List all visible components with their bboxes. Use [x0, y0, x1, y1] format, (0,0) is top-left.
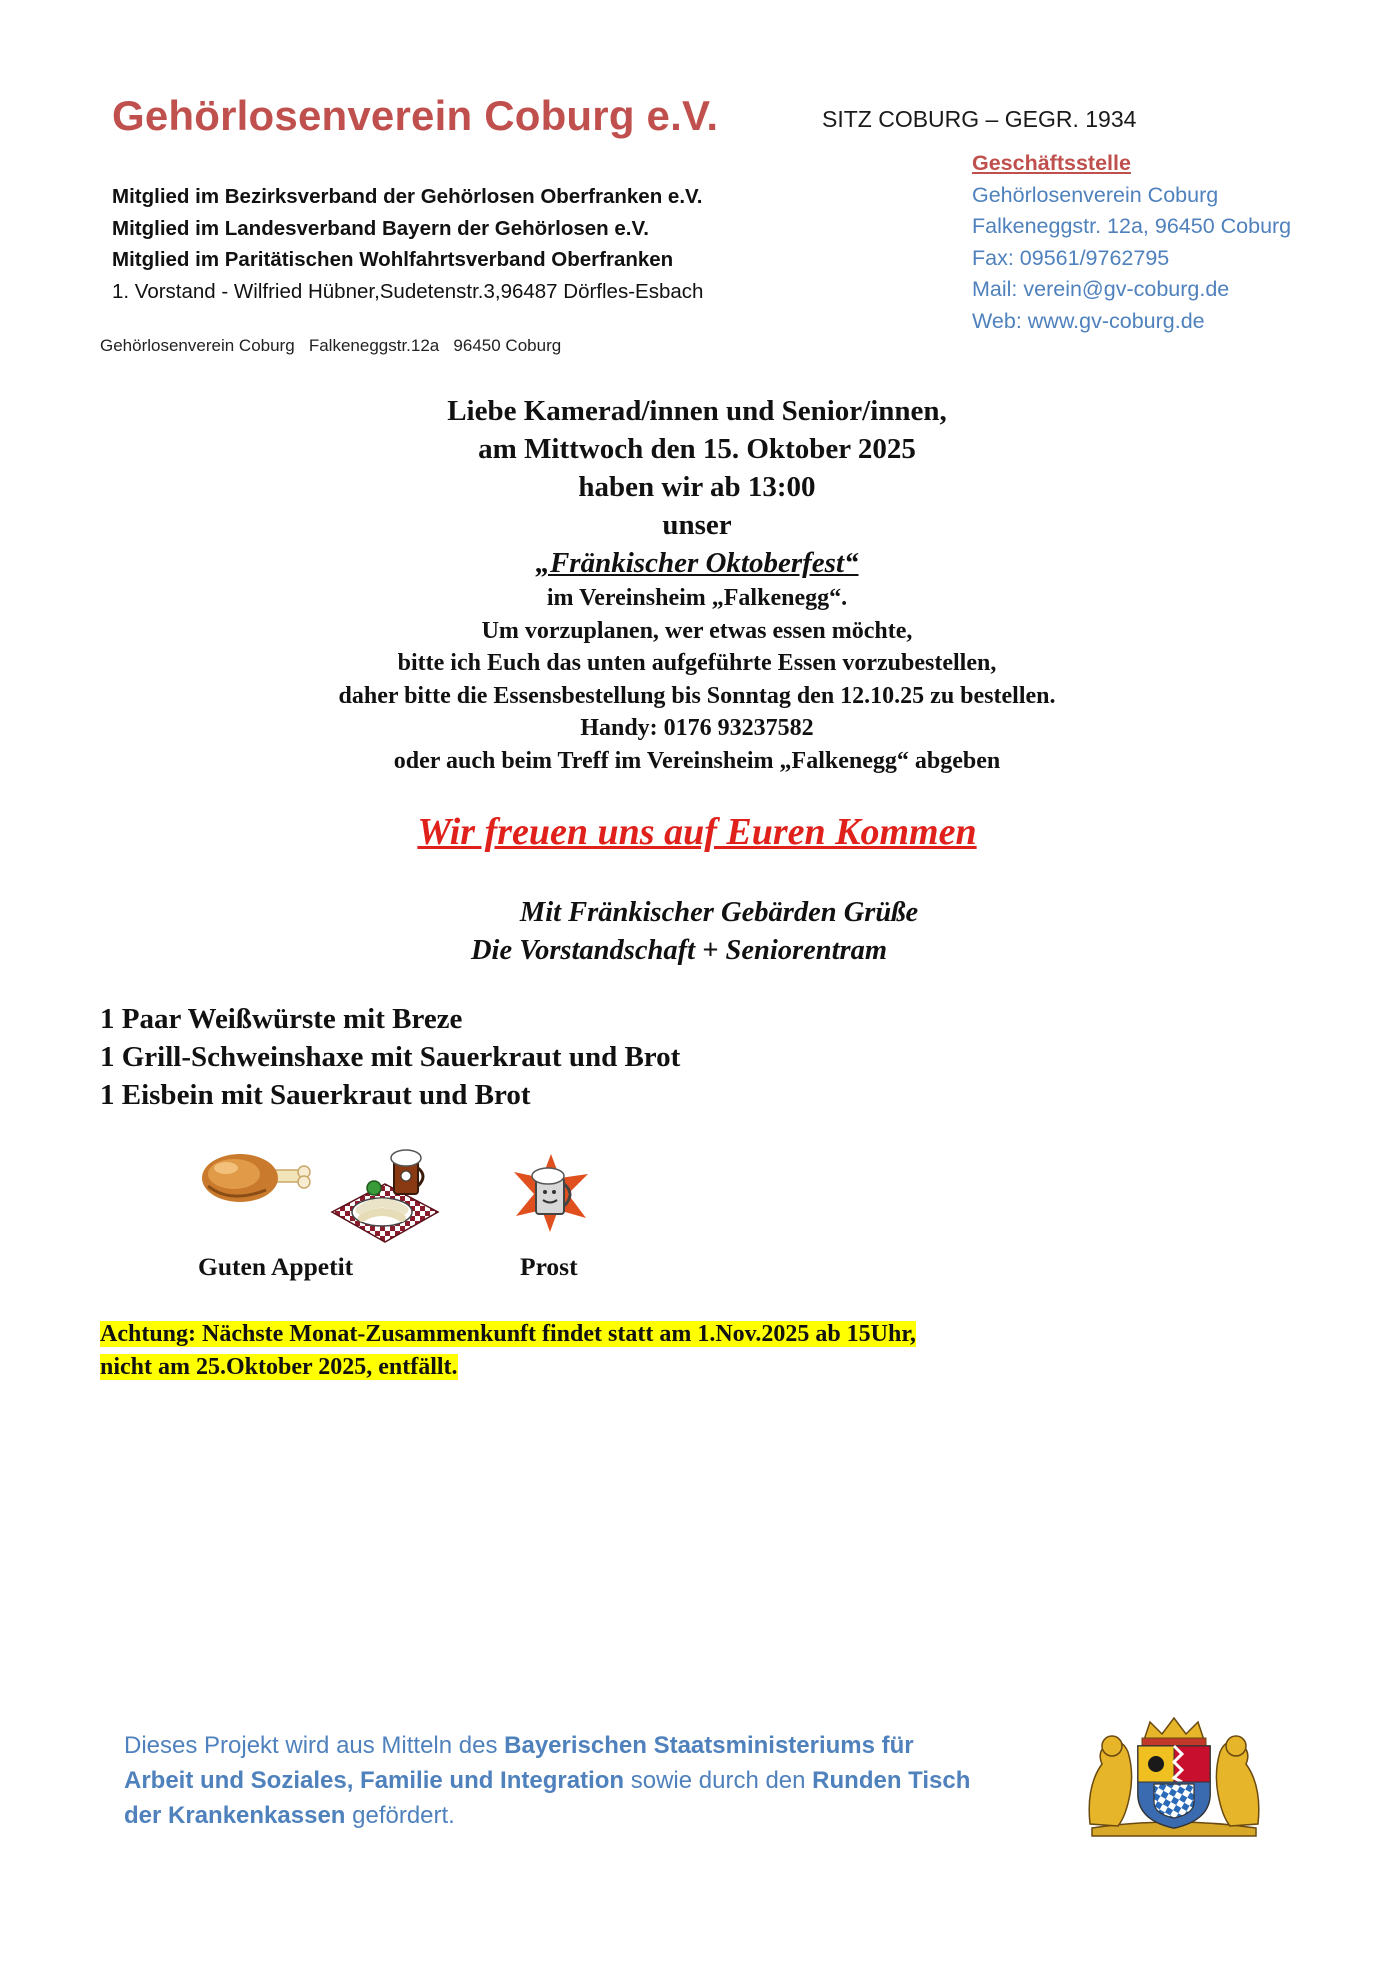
event-title: „Fränkischer Oktoberfest“	[535, 547, 859, 579]
office-name: Gehörlosenverein Coburg	[972, 182, 1219, 207]
beer-mug-icon	[510, 1152, 592, 1234]
invite-line: daher bitte die Essensbestellung bis Sonntag den 12.10.25 zu bestellen.	[338, 682, 1056, 709]
sitz-founded: SITZ COBURG – GEGR. 1934	[822, 106, 1137, 132]
funding-ministry: Bayerischen Staatsministeriums für Arbeit und Soziales, Familie und Integration	[124, 1732, 914, 1794]
greeting-line: Mit Fränkischer Gebärden Grüße	[519, 897, 919, 928]
caption-prost: Prost	[520, 1252, 578, 1281]
office-block	[972, 148, 1291, 337]
funding-text: gefördert.	[345, 1802, 455, 1829]
event-venue: im Vereinsheim „Falkenegg“.	[546, 585, 848, 611]
invitation-block	[150, 392, 1244, 777]
invite-line: Um vorzuplanen, wer etwas essen möchte,	[481, 617, 913, 644]
office-mail: Mail: verein@gv-coburg.de	[972, 277, 1230, 301]
office-fax: Fax: 09561/9762795	[972, 245, 1170, 270]
phone-line: Handy: 0176 93237582	[580, 715, 814, 741]
event-time: haben wir ab 13:00	[578, 471, 816, 503]
event-unser: unser	[662, 509, 732, 541]
notice-block	[100, 1318, 916, 1384]
funding-insurers: Runden Tisch der Krankenkassen	[124, 1767, 971, 1829]
membership-block	[112, 181, 703, 307]
caption-appetit: Guten Appetit	[198, 1252, 354, 1281]
funding-text: sowie durch den	[624, 1767, 813, 1794]
event-date: am Mittwoch den 15. Oktober 2025	[478, 433, 916, 465]
bavarian-coat-of-arms-icon	[1082, 1716, 1266, 1840]
funding-note	[124, 1728, 984, 1833]
greeting-line: Die Vorstandschaft + Seniorentram	[470, 935, 888, 966]
org-name: Gehörlosenverein Coburg e.V.	[112, 92, 719, 139]
greeting-block	[150, 894, 1244, 970]
salutation: Liebe Kamerad/innen und Senior/innen,	[447, 395, 947, 427]
office-title: Geschäftsstelle	[972, 151, 1131, 175]
invite-line: bitte ich Euch das unten aufgeführte Essen vorzubestellen,	[397, 650, 997, 676]
welcome-line: Wir freuen uns auf Euren Kommen	[417, 811, 977, 853]
notice-line: nicht am 25.Oktober 2025, entfällt.	[100, 1354, 458, 1380]
office-address: Falkeneggstr. 12a, 96450 Coburg	[972, 214, 1292, 238]
menu-item: 1 Paar Weißwürste mit Breze	[100, 1003, 463, 1035]
sausage-beer-icon	[330, 1146, 440, 1244]
membership-line: Mitglied im Paritätischen Wohlfahrtsverband Oberfranken	[112, 248, 674, 271]
pork-knuckle-icon	[200, 1146, 312, 1206]
membership-line: Mitglied im Bezirksverband der Gehörlosen Oberfranken e.V.	[112, 185, 703, 208]
sender-line: Gehörlosenverein Coburg Falkeneggstr.12a 96450 Coburg	[100, 336, 562, 355]
invite-line: oder auch beim Treff im Vereinsheim „Falkenegg“ abgeben	[393, 747, 1001, 774]
funding-text: Dieses Projekt wird aus Mitteln des	[124, 1732, 505, 1759]
notice-line: Achtung: Nächste Monat-Zusammenkunft findet statt am 1.Nov.2025 ab 15Uhr,	[100, 1321, 916, 1347]
office-web: Web: www.gv-coburg.de	[972, 308, 1205, 333]
menu-list	[100, 1000, 680, 1114]
menu-item: 1 Grill-Schweinshaxe mit Sauerkraut und Brot	[100, 1041, 681, 1073]
membership-line: Mitglied im Landesverband Bayern der Gehörlosen e.V.	[112, 216, 649, 240]
menu-item: 1 Eisbein mit Sauerkraut und Brot	[100, 1079, 531, 1111]
chairman-line: 1. Vorstand - Wilfried Hübner,Sudetenstr.3,96487 Dörfles-Esbach	[112, 279, 704, 303]
